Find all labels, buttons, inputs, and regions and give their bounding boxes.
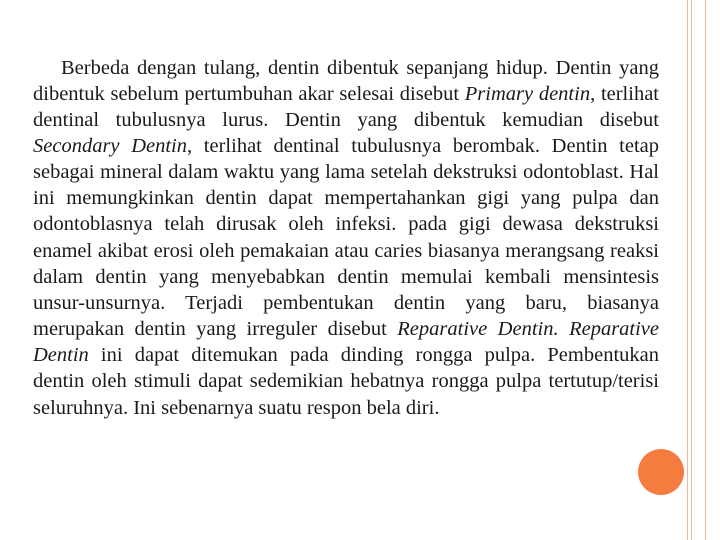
paragraph-text: , terlihat dentinal tubulusnya berombak. Dentin tetap sebagai mineral dalam waktu yang lama setelah dekstruksi odontoblast. Hal ini memungkinkan dentin dapat mempertahankan gigi yang pulpa dan odontoblasnya telah dirusak oleh infeksi. pada gigi dewasa dekstruksi enamel akibat erosi oleh pemakaian atau caries biasanya merangsang reaksi dalam dentin yang menyebabkan dentin memulai kembali mensintesis unsur-unsurnya. Terjadi pembentukan dentin yang baru, biasanya merupakan dentin yang irreguler disebut	[33, 134, 659, 341]
paragraph-text: ini dapat ditemukan pada dinding rongga pulpa. Pembentukan dentin oleh stimuli dapat sedemikian hebatnya rongga pulpa tertutup/terisi seluruhnya. Ini sebenarnya suatu respon bela diri.	[33, 344, 659, 419]
paragraph-text: , terlihat dentinal tubulusnya lurus. Dentin yang dibentuk kemudian disebut	[33, 82, 659, 131]
decorative-frame-line	[687, 0, 688, 540]
term-secondary-dentin: Secondary Dentin	[33, 134, 187, 157]
decorative-orange-circle	[638, 449, 684, 495]
term-reparative-dentin: Reparative Dentin. Reparative Dentin	[33, 318, 660, 367]
body-paragraph	[33, 55, 659, 421]
decorative-frame-line	[705, 0, 706, 540]
decorative-frame-line	[691, 0, 692, 540]
term-primary-dentin: Primary dentin	[464, 82, 591, 105]
paragraph-text: Berbeda dengan tulang, dentin dibentuk sepanjang hidup. Dentin yang dibentuk sebelum pertumbuhan akar selesai disebut	[33, 56, 659, 105]
